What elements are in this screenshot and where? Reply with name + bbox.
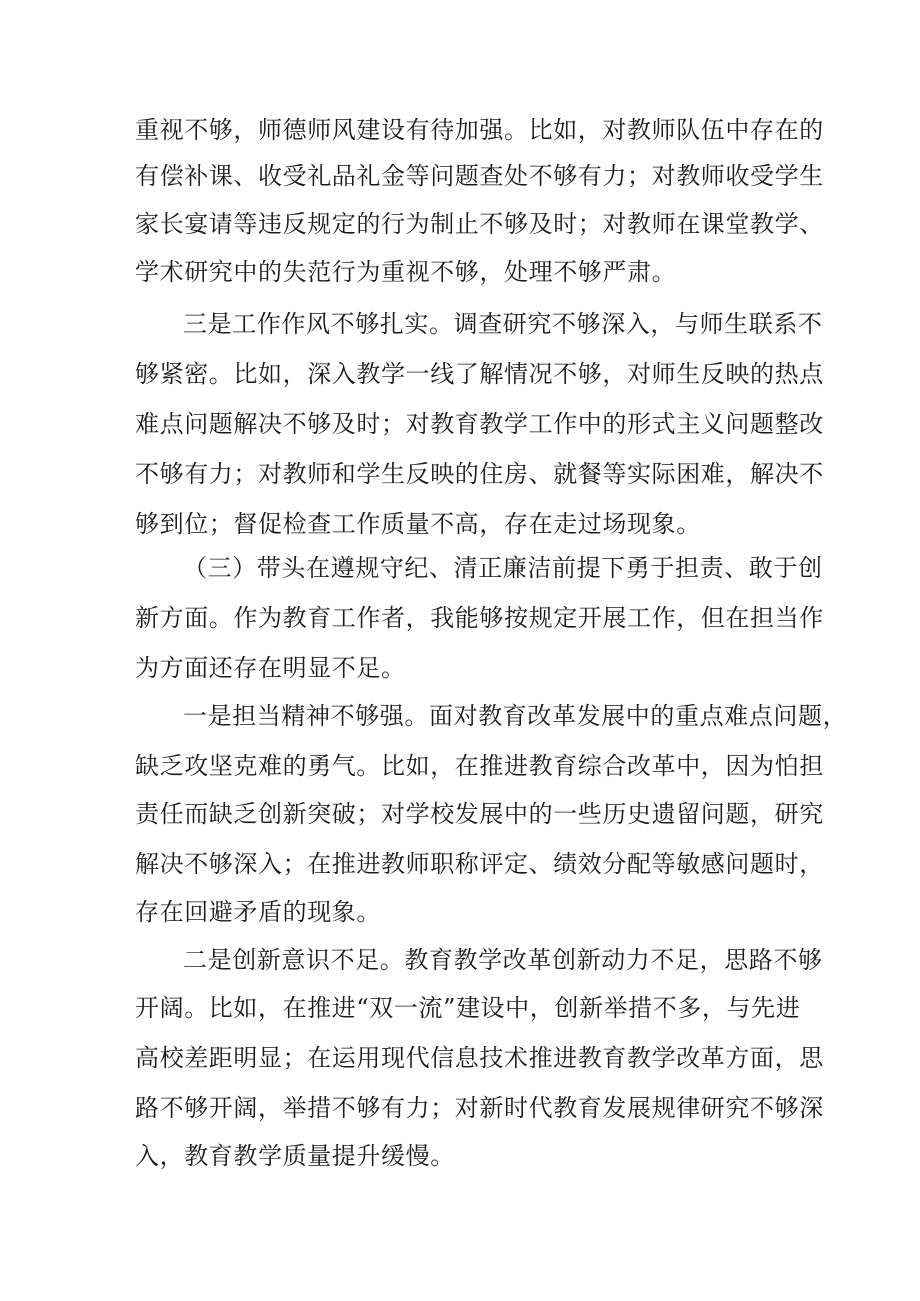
text-line: 够紧密。比如，深入教学一线了解情况不够，对师生反映的热点 (135, 360, 824, 388)
text-line: 够到位；督促检查工作质量不高，存在走过场现象。 (135, 510, 701, 538)
text-line: 入，教育教学质量提升缓慢。 (135, 1142, 455, 1170)
text-line: 新方面。作为教育工作者，我能够按规定开展工作，但在担当作 (135, 604, 824, 632)
paragraph-start-line: 一是担当精神不够强。面对教育改革发展中的重点难点问题， (183, 702, 848, 730)
text-line: 解决不够深入；在推进教师职称评定、绩效分配等敏感问题时， (135, 850, 824, 878)
text-line: 有偿补课、收受礼品礼金等问题查处不够有力；对教师收受学生 (135, 162, 824, 190)
text-line: 责任而缺乏创新突破；对学校发展中的一些历史遗留问题，研究 (135, 800, 824, 828)
text-line: 高校差距明显；在运用现代信息技术推进教育教学改革方面，思 (135, 1044, 824, 1072)
paragraph-start-line: 三是工作作风不够扎实。调查研究不够深入，与师生联系不 (183, 310, 823, 338)
text-line: 为方面还存在明显不足。 (135, 654, 406, 682)
text-line: 重视不够，师德师风建设有待加强。比如，对教师队伍中存在的 (135, 116, 824, 144)
text-line: 缺乏攻坚克难的勇气。比如，在推进教育综合改革中，因为怕担 (135, 752, 824, 780)
text-line: 开阔。比如，在推进“双一流”建设中，创新举措不多，与先进 (135, 994, 801, 1022)
text-line: 路不够开阔，举措不够有力；对新时代教育发展规律研究不够深 (135, 1094, 824, 1122)
section-heading-line: （三）带头在遵规守纪、清正廉洁前提下勇于担责、敢于创 (183, 554, 823, 582)
paragraph-start-line: 二是创新意识不足。教育教学改革创新动力不足，思路不够 (183, 946, 823, 974)
text-line: 难点问题解决不够及时；对教育教学工作中的形式主义问题整改 (135, 410, 824, 438)
text-line: 存在回避矛盾的现象。 (135, 898, 381, 926)
text-line: 家长宴请等违反规定的行为制止不够及时；对教师在课堂教学、 (135, 210, 824, 238)
text-line: 学术研究中的失范行为重视不够，处理不够严肃。 (135, 258, 677, 286)
text-line: 不够有力；对教师和学生反映的住房、就餐等实际困难，解决不 (135, 460, 824, 488)
